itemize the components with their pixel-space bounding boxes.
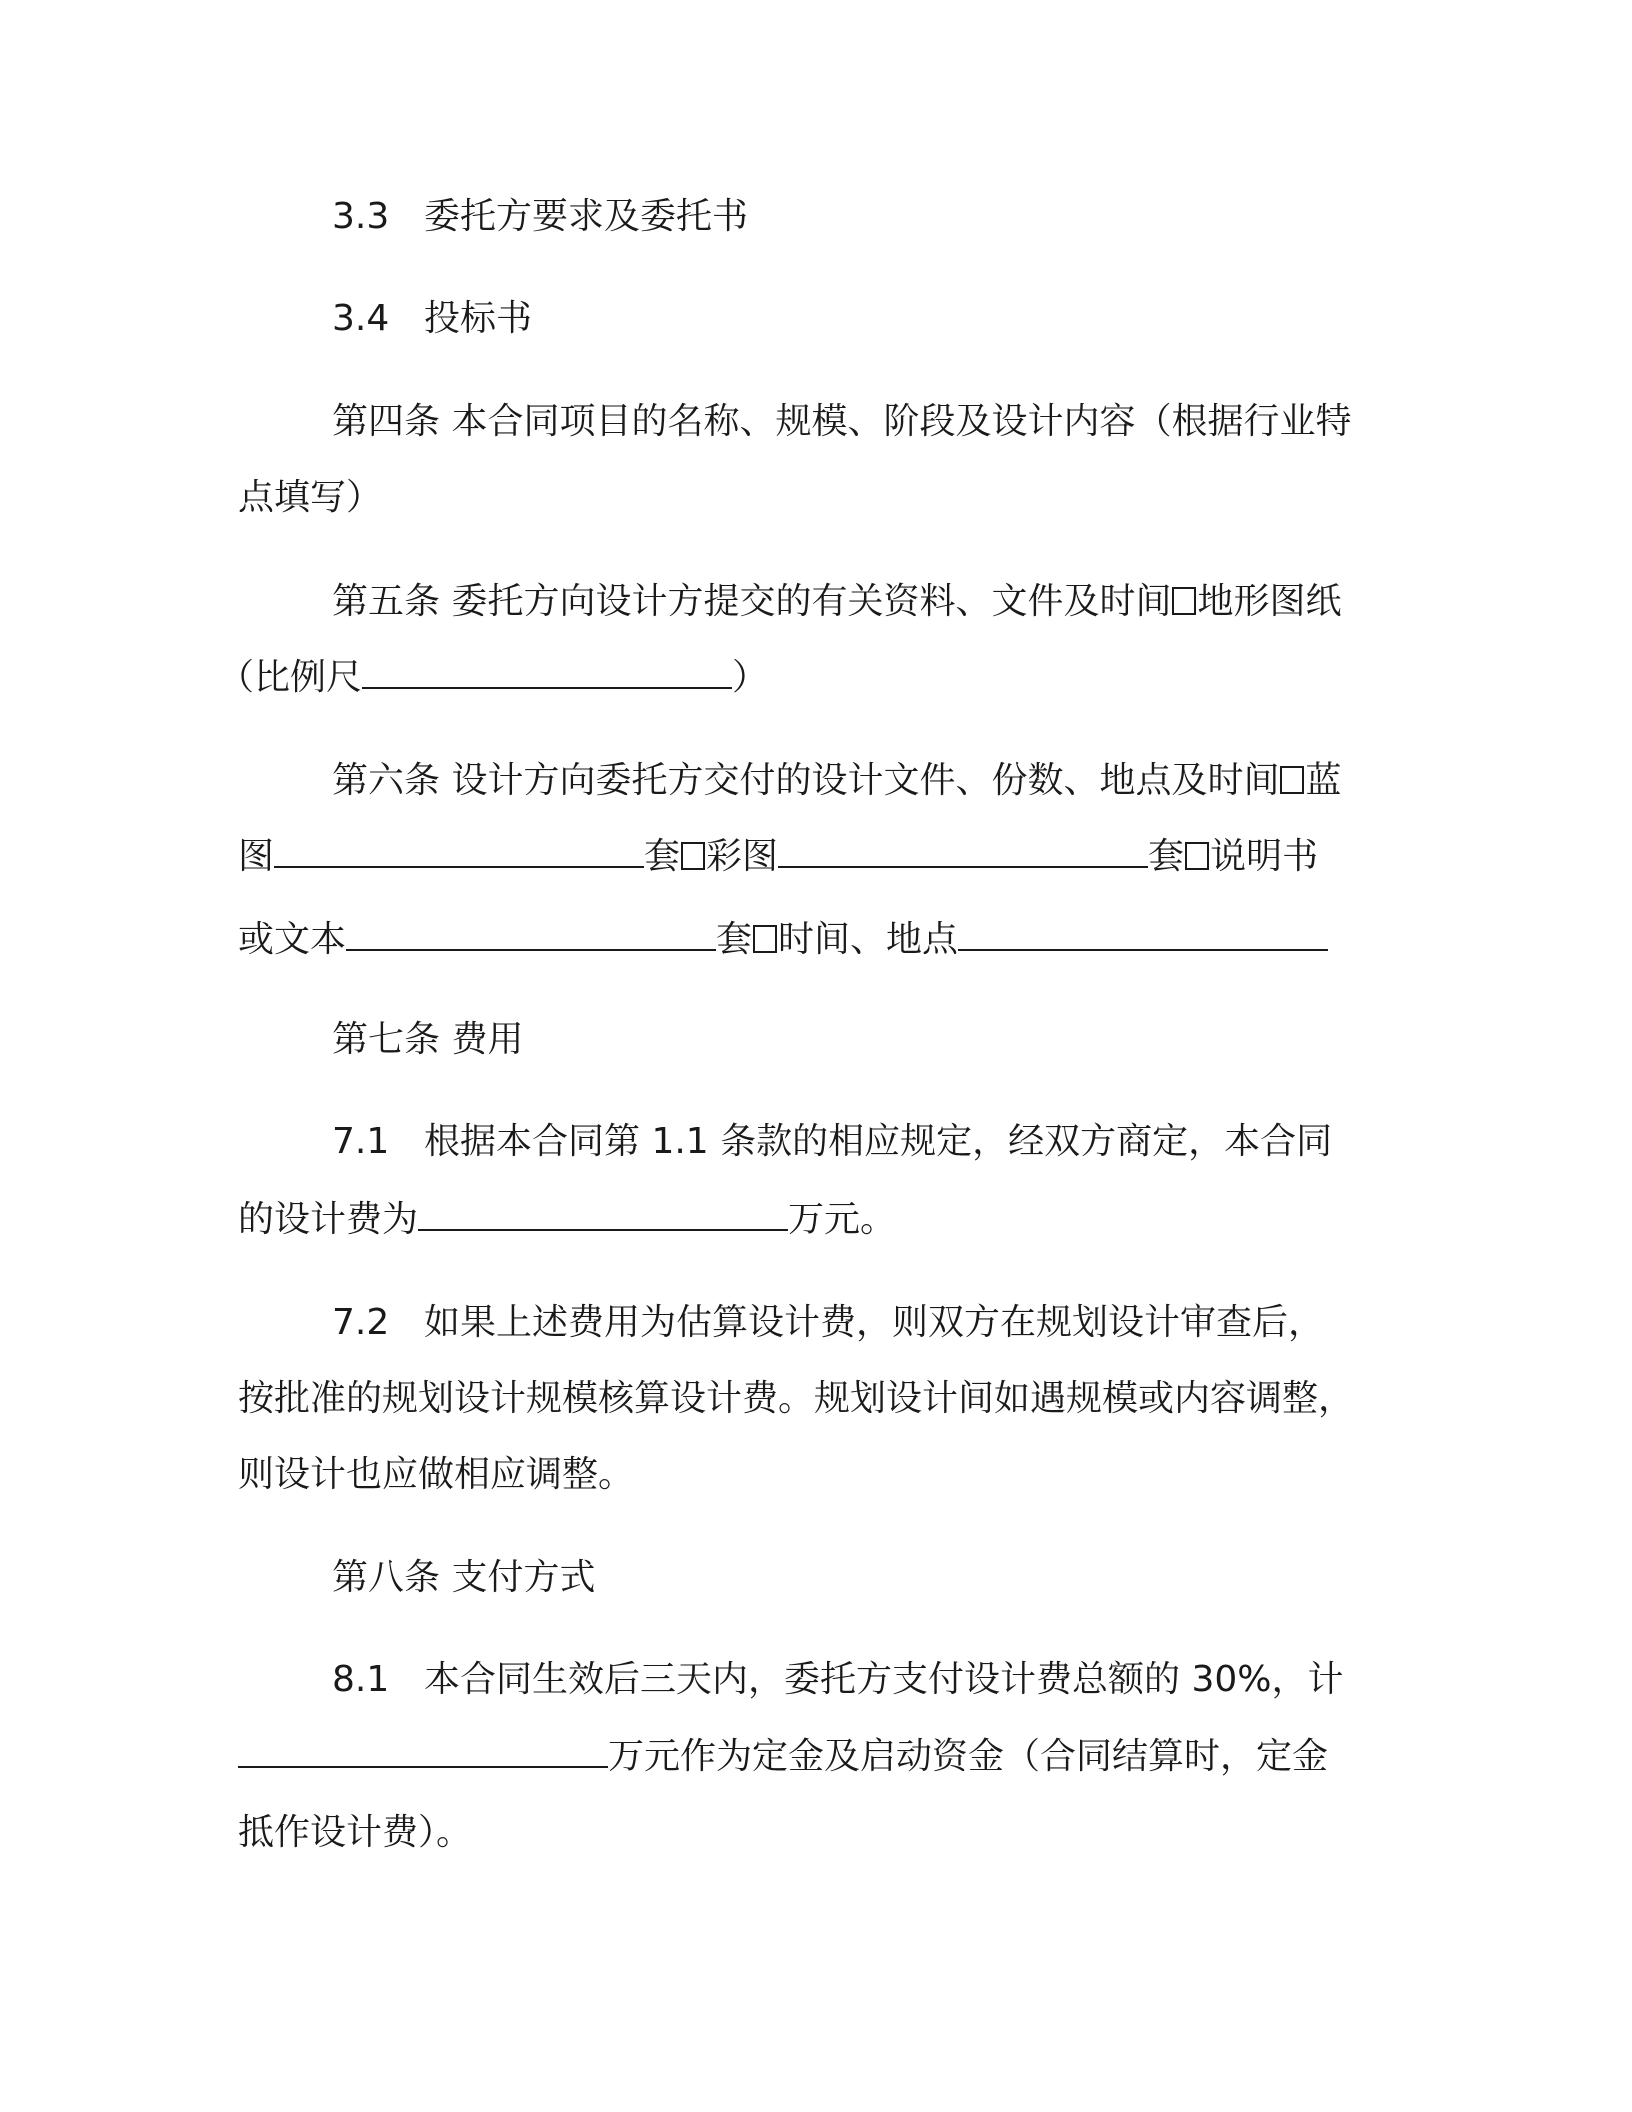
- article-4-line-1: 第四条 本合同项目的名称、规模、阶段及设计内容（根据行业特: [332, 401, 1352, 442]
- clause-3-4: [332, 295, 532, 343]
- article-6-line-1: [332, 757, 1341, 805]
- fill-blank: [238, 1736, 608, 1768]
- article-6-line-2: [238, 833, 1318, 881]
- article-7-title: 第七条 费用: [332, 1019, 524, 1060]
- checkbox: [681, 842, 705, 870]
- clause-number: 3.3: [332, 196, 390, 237]
- article-5-text: 第五条 委托方向设计方提交的有关资料、文件及时间: [332, 581, 1172, 622]
- checkbox: [1185, 842, 1209, 870]
- article-5-line-2: [218, 654, 768, 702]
- fill-blank: [346, 919, 716, 951]
- article-6-tail: 蓝: [1305, 760, 1342, 801]
- clause-number: 7.1: [332, 1121, 390, 1162]
- blueprint-label: 图: [238, 836, 275, 877]
- clause-number: 8.1: [332, 1659, 390, 1700]
- checkbox: [753, 925, 777, 953]
- currency-unit: 万元。: [788, 1199, 897, 1240]
- scale-label: （比例尺: [218, 657, 363, 698]
- article-4-line-2: 点填写）: [238, 477, 383, 518]
- clause-7-1-line-2: [238, 1196, 896, 1244]
- checkbox: [1172, 587, 1196, 615]
- clause-text: 根据本合同第 1.1 条款的相应规定，经双方商定，本合同: [424, 1121, 1333, 1162]
- closing-paren: ）: [732, 657, 769, 698]
- clause-text: 万元作为定金及启动资金（合同结算时，定金: [608, 1736, 1329, 1777]
- clause-number: 7.2: [332, 1302, 390, 1343]
- clause-text: 投标书: [424, 298, 533, 339]
- color-drawing-label: 彩图: [706, 836, 779, 877]
- clause-7-1-line-1: [332, 1118, 1332, 1166]
- clause-7-2-line-1: [332, 1299, 1324, 1347]
- set-label: 套: [644, 836, 681, 877]
- clause-text: 本合同生效后三天内，委托方支付设计费总额的 30%，计: [424, 1659, 1344, 1700]
- clause-8-1-line-1: [332, 1656, 1343, 1704]
- design-fee-label: 的设计费为: [238, 1199, 419, 1240]
- set-label: 套: [716, 919, 753, 960]
- time-place-label: 时间、地点: [778, 919, 959, 960]
- clause-7-2-line-3: 则设计也应做相应调整。: [238, 1454, 635, 1495]
- manual-label: 说明书: [1210, 836, 1319, 877]
- fill-blank: [958, 919, 1328, 951]
- article-8-title: 第八条 支付方式: [332, 1557, 596, 1598]
- clause-3-3: [332, 193, 748, 241]
- article-5-line-1: [332, 578, 1341, 626]
- clause-8-1-line-2: [238, 1733, 1328, 1781]
- clause-number: 3.4: [332, 298, 390, 339]
- fill-blank: [778, 836, 1148, 868]
- fill-blank: [274, 836, 644, 868]
- fill-blank: [362, 657, 732, 689]
- clause-text: 如果上述费用为估算设计费，则双方在规划设计审查后，: [424, 1302, 1325, 1343]
- set-label: 套: [1148, 836, 1185, 877]
- checkbox: [1280, 766, 1304, 794]
- clause-7-2-line-2: 按批准的规划设计规模核算设计费。规划设计间如遇规模或内容调整，: [238, 1378, 1355, 1419]
- clause-8-1-line-3: 抵作设计费）。: [238, 1812, 473, 1853]
- article-5-tail: 地形图纸: [1197, 581, 1342, 622]
- text-document-label: 或文本: [238, 919, 347, 960]
- article-6-text: 第六条 设计方向委托方交付的设计文件、份数、地点及时间: [332, 760, 1280, 801]
- article-6-line-3: [238, 916, 1328, 964]
- fill-blank: [418, 1199, 788, 1231]
- clause-text: 委托方要求及委托书: [424, 196, 749, 237]
